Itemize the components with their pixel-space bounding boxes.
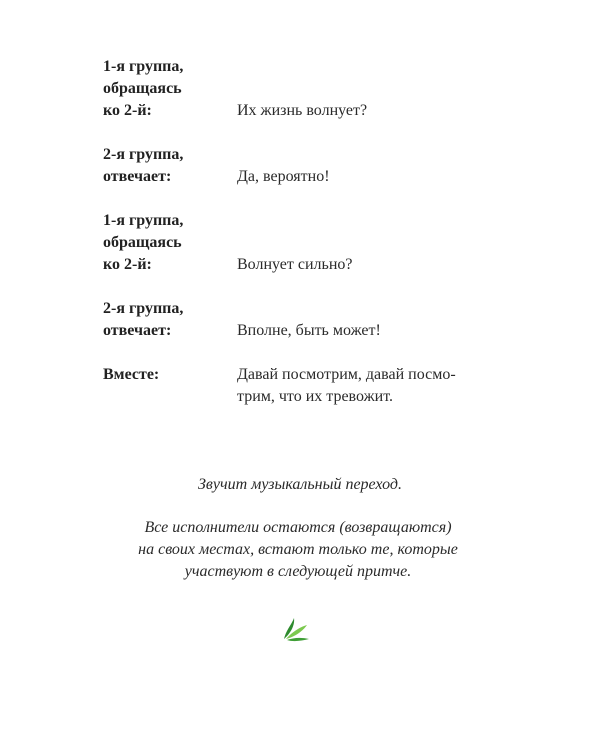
speaker-label: 2-я группа, отвечает: <box>103 300 184 339</box>
speaker-label: 1-я группа, обращаясь ко 2-й: <box>103 212 184 273</box>
speaker-label: 2-я группа, отвечает: <box>103 146 184 185</box>
dialogue-line: Вполне, быть может! <box>237 322 381 339</box>
speaker-label: Вместе: <box>103 366 160 383</box>
dialogue-entry <box>103 298 523 342</box>
dialogue-line: Да, вероятно! <box>237 168 330 185</box>
dialogue-line: Их жизнь волнует? <box>237 102 368 119</box>
dialogue-line: Давай посмотрим, давай посмо- трим, что их тревожит. <box>237 366 456 405</box>
speaker-label: 1-я группа, обращаясь ко 2-й: <box>103 58 184 119</box>
dialogue-line: Волнует сильно? <box>237 256 353 273</box>
dialogue-entry <box>103 364 523 408</box>
dialogue-entry <box>103 210 523 276</box>
transition-remark: Звучит музыкальный переход. <box>197 476 403 493</box>
stage-direction: Все исполнители остаются (возвращаются) на своих местах, встают только те, которые участвуют в следующей притче. <box>138 519 458 580</box>
leaf-ornament-icon <box>280 612 312 644</box>
dialogue-block <box>103 56 523 430</box>
dialogue-entry <box>103 56 523 122</box>
dialogue-entry <box>103 144 523 188</box>
